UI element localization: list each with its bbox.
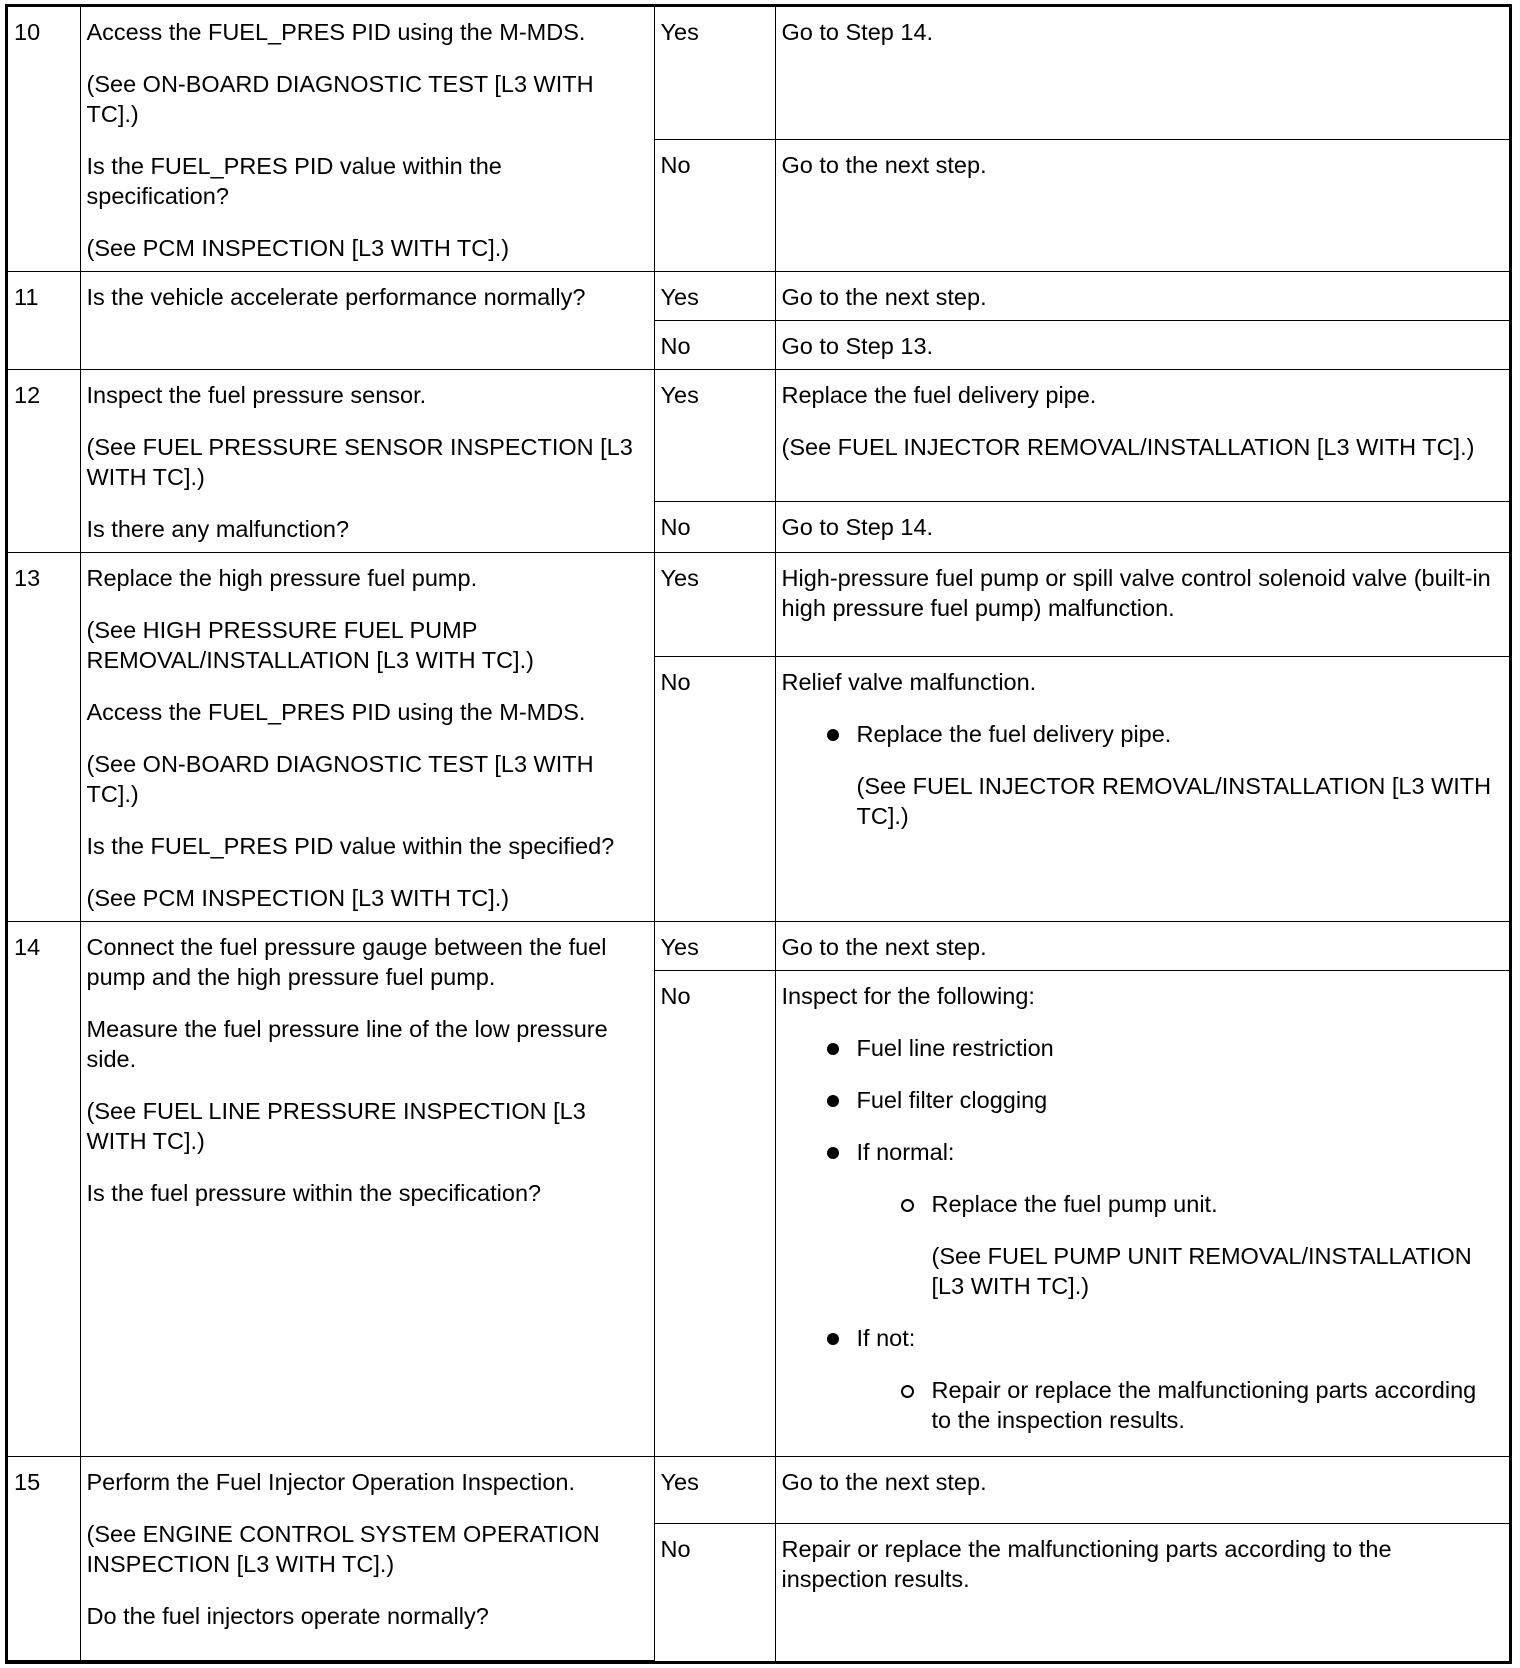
action-text: Is the FUEL_PRES PID value within the specified? — [86, 833, 615, 859]
step-number: 13 — [8, 553, 80, 922]
action-text: (See PCM INSPECTION [L3 WITH TC].) — [86, 885, 510, 911]
diagnostic-procedure-document — [5, 4, 1512, 1664]
action-text: Inspect the fuel pressure sensor. — [86, 382, 427, 408]
list-item — [857, 1033, 1502, 1063]
action-text: (See FUEL LINE PRESSURE INSPECTION [L3 WITH TC].) — [86, 1098, 586, 1154]
action-text: Do the fuel injectors operate normally? — [86, 1603, 489, 1629]
action-text: Replace the high pressure fuel pump. — [86, 565, 478, 591]
list-item-text: Fuel line restriction — [856, 1035, 1054, 1061]
action-cell — [80, 553, 654, 922]
action-cell — [80, 370, 654, 553]
yes-label: Yes — [654, 553, 775, 657]
yes-label: Yes — [654, 7, 775, 140]
action-text: (See ON-BOARD DIAGNOSTIC TEST [L3 WITH TC].) — [86, 751, 594, 807]
no-result: Go to Step 13. — [775, 321, 1509, 370]
action-text: (See PCM INSPECTION [L3 WITH TC].) — [86, 235, 510, 261]
yes-result: Go to the next step. — [775, 272, 1509, 321]
list-item-note: (See FUEL PUMP UNIT REMOVAL/INSTALLATION [L3 WITH TC].) — [931, 1243, 1472, 1299]
action-text: Is the FUEL_PRES PID value within the specification? — [86, 153, 502, 209]
action-text: Is the vehicle accelerate performance normally? — [86, 284, 586, 310]
table-row-step-13 — [8, 553, 1509, 657]
step-number: 10 — [8, 7, 80, 272]
table-row-step-11 — [8, 272, 1509, 321]
result-text: Inspect for the following: — [781, 983, 1035, 1009]
list-item-text: If normal: — [856, 1139, 955, 1165]
list-item — [857, 1085, 1502, 1115]
action-text: (See HIGH PRESSURE FUEL PUMP REMOVAL/INSTALLATION [L3 WITH TC].) — [86, 617, 534, 673]
bullet-list — [782, 719, 1502, 831]
action-cell — [80, 7, 654, 272]
no-label: No — [654, 502, 775, 553]
action-text: Is the fuel pressure within the specification? — [86, 1180, 542, 1206]
yes-label: Yes — [654, 272, 775, 321]
list-item — [857, 1137, 1502, 1301]
sub-bullet-list — [857, 1375, 1502, 1435]
no-label: No — [654, 1524, 775, 1661]
bullet-list — [782, 1033, 1502, 1435]
no-label: No — [654, 971, 775, 1457]
action-text: (See FUEL PRESSURE SENSOR INSPECTION [L3 WITH TC].) — [86, 434, 633, 490]
table-row-step-15 — [8, 1457, 1509, 1524]
list-item — [857, 1323, 1502, 1435]
no-label: No — [654, 321, 775, 370]
action-text: (See ENGINE CONTROL SYSTEM OPERATION INSPECTION [L3 WITH TC].) — [86, 1521, 600, 1577]
yes-result: High-pressure fuel pump or spill valve control solenoid valve (built-in high pressure fuel pump) malfunction. — [775, 553, 1509, 657]
list-item-note: (See FUEL INJECTOR REMOVAL/INSTALLATION [L3 WITH TC].) — [856, 772, 1492, 829]
yes-label: Yes — [654, 370, 775, 502]
diagnostic-table — [8, 7, 1509, 1661]
list-item-text: Repair or replace the malfunctioning parts according to the inspection results. — [931, 1377, 1477, 1433]
list-item-text: Replace the fuel pump unit. — [931, 1191, 1218, 1217]
sub-list-item — [932, 1375, 1502, 1435]
yes-result: Go to Step 14. — [775, 7, 1509, 140]
no-result — [775, 656, 1509, 921]
no-result: Repair or replace the malfunctioning parts according to the inspection results. — [775, 1524, 1509, 1661]
list-item-text: Replace the fuel delivery pipe. — [856, 720, 1172, 747]
step-number: 11 — [8, 272, 80, 370]
action-cell — [80, 922, 654, 1457]
action-text: Perform the Fuel Injector Operation Inspection. — [86, 1469, 576, 1495]
action-cell — [80, 1457, 654, 1661]
no-result: Go to Step 14. — [775, 502, 1509, 553]
no-result: Go to the next step. — [775, 140, 1509, 272]
result-text: Relief valve malfunction. — [781, 668, 1037, 695]
list-item — [857, 719, 1502, 831]
action-text: Is there any malfunction? — [86, 516, 350, 542]
step-number: 12 — [8, 370, 80, 553]
action-text: Connect the fuel pressure gauge between the fuel pump and the high pressure fuel pump. — [86, 934, 607, 990]
action-text: Access the FUEL_PRES PID using the M-MDS. — [86, 19, 586, 45]
result-text: (See FUEL INJECTOR REMOVAL/INSTALLATION [L3 WITH TC].) — [781, 434, 1475, 460]
step-number: 15 — [8, 1457, 80, 1661]
yes-label: Yes — [654, 922, 775, 971]
yes-result: Go to the next step. — [775, 1457, 1509, 1524]
action-text: (See ON-BOARD DIAGNOSTIC TEST [L3 WITH TC].) — [86, 71, 594, 127]
result-text: Replace the fuel delivery pipe. — [781, 382, 1097, 408]
no-label: No — [654, 140, 775, 272]
no-label: No — [654, 656, 775, 921]
table-row-step-14 — [8, 922, 1509, 971]
table-row-step-12 — [8, 370, 1509, 502]
sub-bullet-list — [857, 1189, 1502, 1301]
sub-list-item — [932, 1189, 1502, 1301]
action-cell — [80, 272, 654, 370]
yes-result: Go to the next step. — [775, 922, 1509, 971]
yes-label: Yes — [654, 1457, 775, 1524]
step-number: 14 — [8, 922, 80, 1457]
no-result — [775, 971, 1509, 1457]
list-item-text: If not: — [856, 1325, 916, 1351]
action-text: Measure the fuel pressure line of the low pressure side. — [86, 1016, 608, 1072]
table-row-step-10 — [8, 7, 1509, 140]
action-text: Access the FUEL_PRES PID using the M-MDS. — [86, 699, 586, 725]
list-item-text: Fuel filter clogging — [856, 1087, 1048, 1113]
yes-result — [775, 370, 1509, 502]
